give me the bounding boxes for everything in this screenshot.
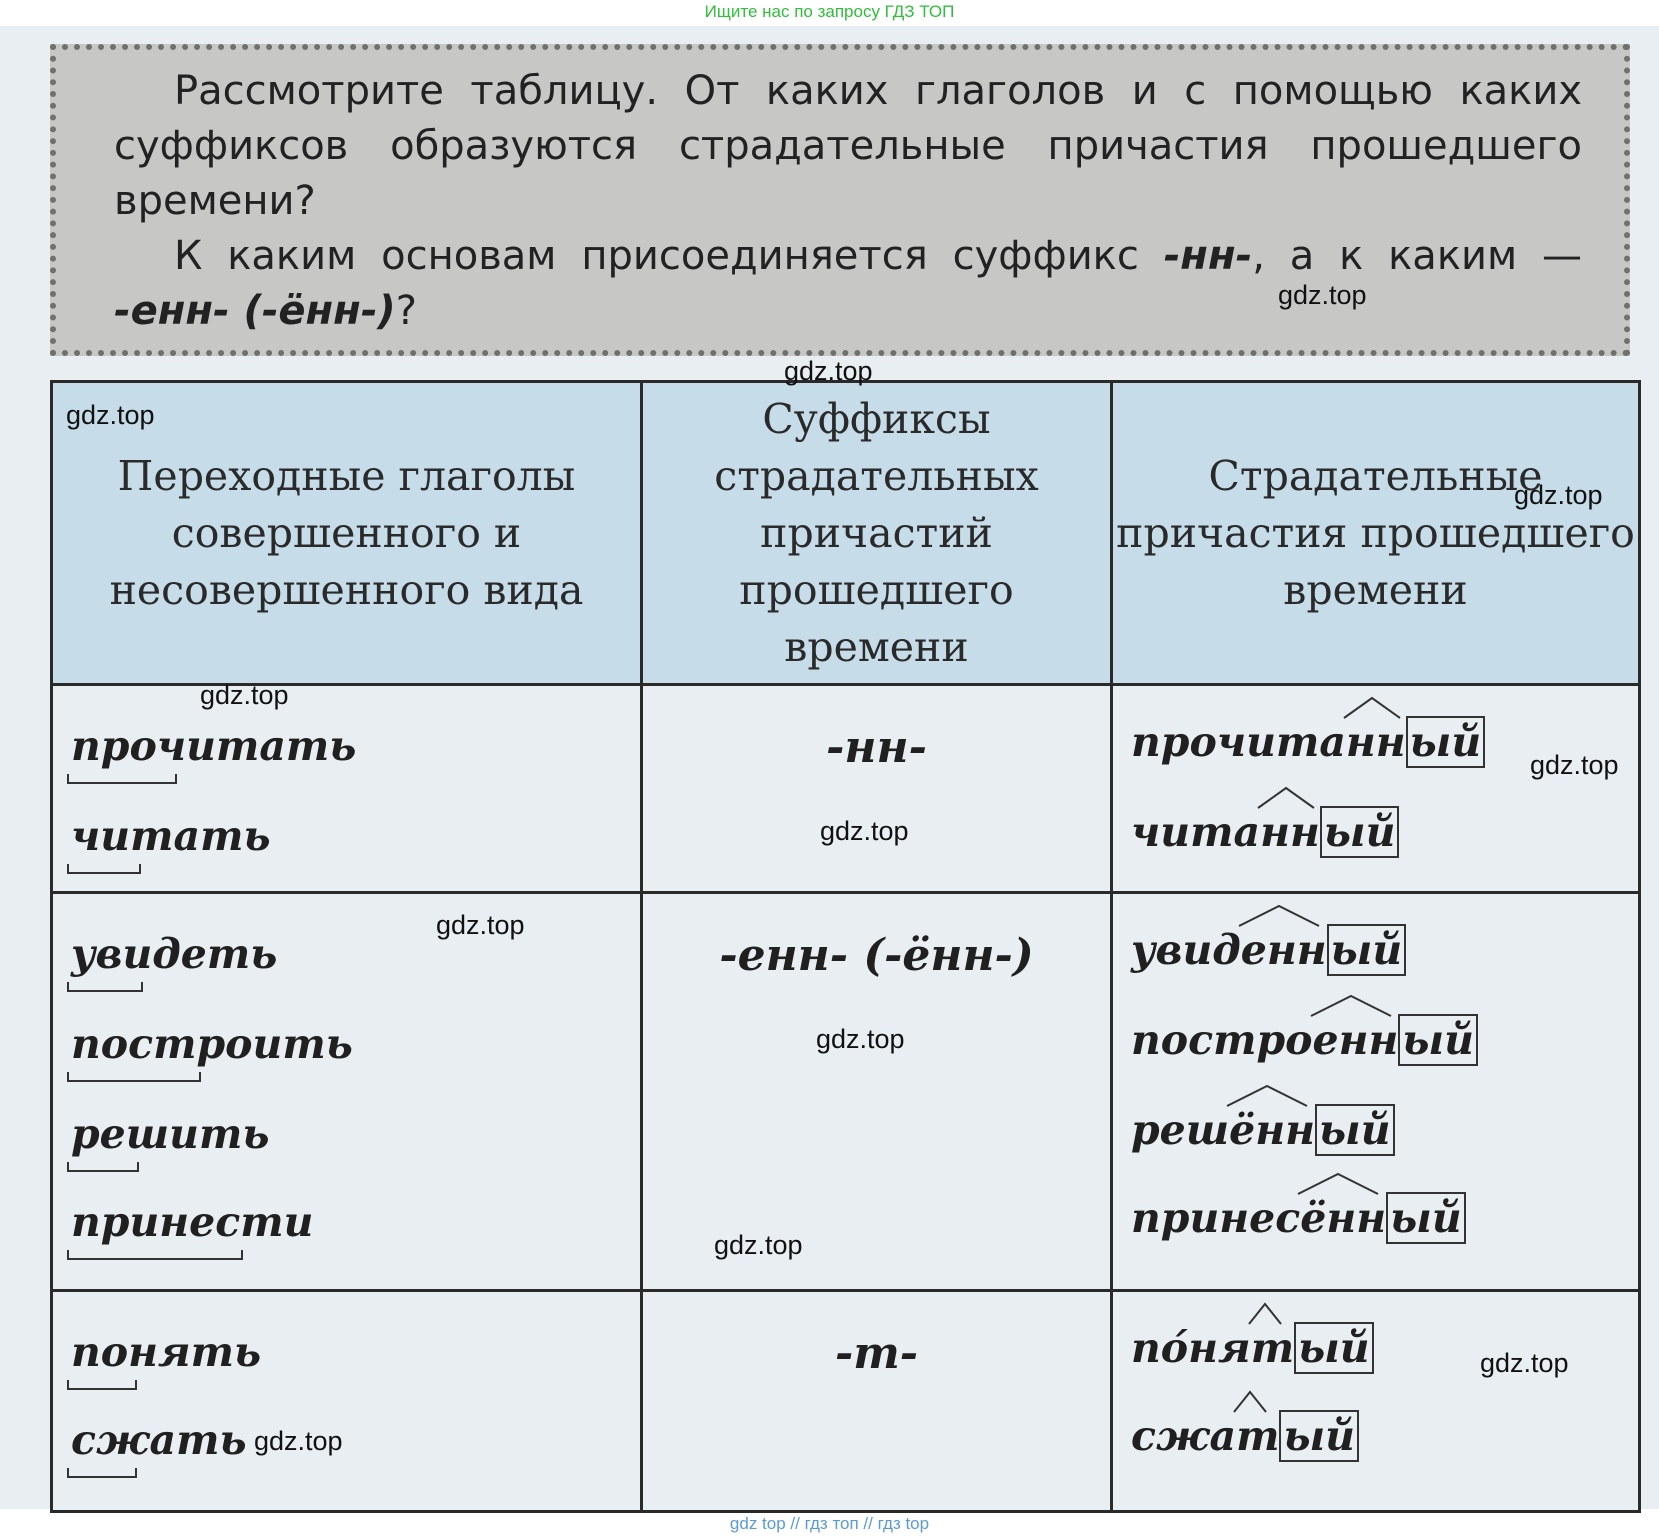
watermark: gdz.top [1530, 750, 1619, 780]
verbs-cell [52, 893, 642, 1291]
watermark: gdz.top [1278, 280, 1367, 310]
participle: сжа тый [1131, 1410, 1359, 1462]
watermark: gdz.top [254, 1426, 343, 1456]
participle: прочита нный [1131, 716, 1485, 768]
participles-table [50, 380, 1641, 1513]
suffix-label: -нн- [826, 722, 927, 773]
verb: читать [71, 812, 271, 860]
verb: сжать [71, 1416, 247, 1464]
participle: постро енный [1131, 1014, 1478, 1066]
task-paragraph-2: К каким основам присоединяется суффикс -нн-, а к каким — -енн- (-ённ-)? [114, 233, 1583, 334]
participles-cell [1112, 1291, 1640, 1512]
participle: чита нный [1131, 806, 1399, 858]
watermark: gdz.top [714, 1230, 803, 1260]
table-row [52, 1291, 1640, 1512]
verb: построить [71, 1020, 353, 1068]
verb: принести [71, 1198, 313, 1246]
textbook-page [0, 26, 1659, 1509]
participle: принес ённый [1131, 1192, 1466, 1244]
watermark: gdz.top [1480, 1348, 1569, 1378]
participles-cell [1112, 685, 1640, 893]
participle: реш ённый [1131, 1104, 1395, 1156]
header-verbs: Переходные глаголы совершенного и несовершенного вида [52, 382, 642, 685]
suffix-cell [642, 1291, 1112, 1512]
suffix-nn-ref: -нн- [1163, 233, 1253, 279]
bottom-banner: gdz top // гдз топ // гдз top [729, 1514, 930, 1533]
verb: решить [71, 1110, 269, 1158]
watermark: gdz.top [816, 1024, 905, 1054]
suffix-cell [642, 893, 1112, 1291]
top-banner: Ищите нас по запросу ГДЗ ТОП [704, 2, 955, 21]
suffix-label: -т- [834, 1328, 919, 1379]
suffix-label: -енн- (-ённ-) [719, 930, 1034, 981]
suffix-cell [642, 685, 1112, 893]
watermark: gdz.top [820, 816, 909, 846]
verb: прочитать [71, 722, 356, 770]
participle: увид енный [1131, 924, 1406, 976]
watermark: gdz.top [200, 680, 289, 710]
watermark: gdz.top [784, 356, 873, 386]
table-row [52, 893, 1640, 1291]
header-suffixes: Суффиксы страдательных причастий прошедшего времени [642, 382, 1112, 685]
participle: по́ня тый [1131, 1322, 1374, 1374]
participles-cell [1112, 893, 1640, 1291]
verb: понять [71, 1328, 261, 1376]
watermark: gdz.top [436, 910, 525, 940]
header-participles: Страдательные причастия прошедшего времени [1112, 382, 1640, 685]
watermark: gdz.top [1514, 480, 1603, 510]
table-header-row [52, 382, 1640, 685]
task-box [50, 44, 1630, 356]
task-paragraph-1: Рассмотрите таблицу. От каких глаголов и с помощью каких суффиксов образуются страдательные причастия прошедшего времени? [114, 68, 1582, 224]
verbs-cell [52, 1291, 642, 1512]
verb: увидеть [71, 930, 277, 978]
suffix-enn-ref: -енн- (-ённ-) [114, 288, 396, 334]
watermark: gdz.top [66, 400, 155, 430]
table-row [52, 685, 1640, 893]
verbs-cell [52, 685, 642, 893]
